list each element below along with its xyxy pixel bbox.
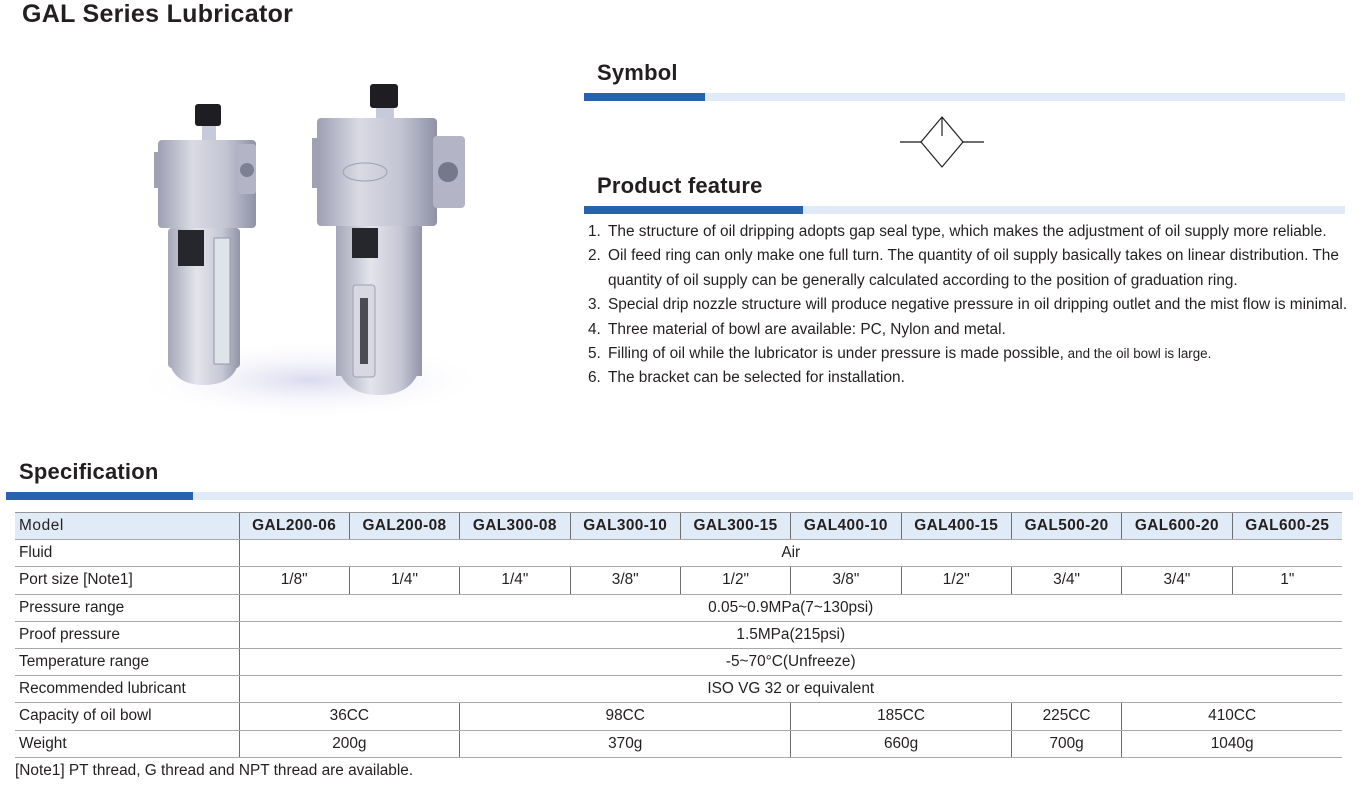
weight-value: 1040g: [1122, 730, 1342, 757]
bowl-capacity-value: 98CC: [460, 703, 791, 730]
table-row: [15, 567, 1342, 594]
product-feature-heading-bar: [584, 206, 1345, 214]
port-size-value: 3/4": [1122, 567, 1232, 594]
bowl-capacity-value: 225CC: [1011, 703, 1121, 730]
table-row: [15, 648, 1342, 675]
header-model: GAL500-20: [1011, 513, 1121, 540]
header-model: GAL200-06: [239, 513, 349, 540]
feature-item: 5. Filling of oil while the lubricator is under pressure is made possible, and the oil bowl is large.: [588, 345, 1212, 363]
pressure-range-value: 0.05~0.9MPa(7~130psi): [239, 594, 1342, 621]
header-model: GAL600-20: [1122, 513, 1232, 540]
lubricant-value: ISO VG 32 or equivalent: [239, 676, 1342, 703]
header-model: GAL400-10: [791, 513, 901, 540]
port-size-value: 1/4": [460, 567, 570, 594]
lubricator-symbol-icon: [896, 113, 988, 171]
table-row: [15, 594, 1342, 621]
feature-item: 1. The structure of oil dripping adopts gap seal type, which makes the adjustment of oil supply more reliable.: [588, 223, 1327, 240]
row-label: Proof pressure: [15, 621, 239, 648]
weight-value: 660g: [791, 730, 1012, 757]
footnote: [Note1] PT thread, G thread and NPT thread are available.: [15, 762, 414, 779]
table-row: [15, 730, 1342, 757]
weight-value: 370g: [460, 730, 791, 757]
page-title: GAL Series Lubricator: [22, 0, 294, 28]
header-model: GAL300-08: [460, 513, 570, 540]
port-size-value: 1/2": [901, 567, 1011, 594]
fluid-value: Air: [239, 540, 1342, 567]
small-lubricator: [154, 104, 256, 385]
port-size-value: 3/8": [791, 567, 901, 594]
feature-item: 4. Three material of bowl are available: PC, Nylon and metal.: [588, 320, 1006, 338]
port-size-value: 1/4": [349, 567, 459, 594]
temperature-range-value: -5~70°C(Unfreeze): [239, 648, 1342, 675]
specification-table: [15, 512, 1342, 758]
weight-value: 700g: [1011, 730, 1121, 757]
row-label: Fluid: [15, 540, 239, 567]
table-header-row: [15, 513, 1342, 540]
symbol-heading: Symbol: [597, 60, 678, 85]
product-feature-heading: Product feature: [597, 173, 763, 198]
row-label: Recommended lubricant: [15, 676, 239, 703]
feature-item: 3. Special drip nozzle structure will produce negative pressure in oil dripping outlet and the mist flow is minimal.: [588, 296, 1348, 314]
port-size-value: 3/4": [1011, 567, 1121, 594]
table-row: [15, 621, 1342, 648]
table-row: [15, 540, 1342, 567]
port-size-value: 3/8": [570, 567, 680, 594]
port-size-value: 1/8": [239, 567, 349, 594]
header-model: GAL400-15: [901, 513, 1011, 540]
feature-item: 2. Oil feed ring can only make one full turn. The quantity of oil supply basically takes on linear distribution. The quantity of oil supply can be generally calculated according to the position of graduation ring.: [588, 247, 1339, 289]
proof-pressure-value: 1.5MPa(215psi): [239, 621, 1342, 648]
row-label: Port size [Note1]: [15, 567, 239, 594]
row-label: Capacity of oil bowl: [15, 703, 239, 730]
product-photo: [120, 80, 500, 420]
table-row: [15, 676, 1342, 703]
header-model: GAL200-08: [349, 513, 459, 540]
table-row: [15, 703, 1342, 730]
symbol-heading-bar: [584, 93, 1345, 101]
feature-item: 6. The bracket can be selected for installation.: [588, 369, 905, 387]
port-size-value: 1/2": [680, 567, 790, 594]
header-model: GAL600-25: [1232, 513, 1342, 540]
row-label: Pressure range: [15, 594, 239, 621]
row-label: Temperature range: [15, 648, 239, 675]
bowl-capacity-value: 36CC: [239, 703, 460, 730]
bowl-capacity-value: 185CC: [791, 703, 1012, 730]
bowl-capacity-value: 410CC: [1122, 703, 1342, 730]
header-model: GAL300-15: [680, 513, 790, 540]
specification-heading-bar: [6, 492, 1353, 500]
weight-value: 200g: [239, 730, 460, 757]
feature-list: [588, 220, 1360, 391]
header-model-label: Model: [15, 513, 239, 540]
header-model: GAL300-10: [570, 513, 680, 540]
specification-heading: Specification: [19, 459, 159, 484]
port-size-value: 1": [1232, 567, 1342, 594]
row-label: Weight: [15, 730, 239, 757]
